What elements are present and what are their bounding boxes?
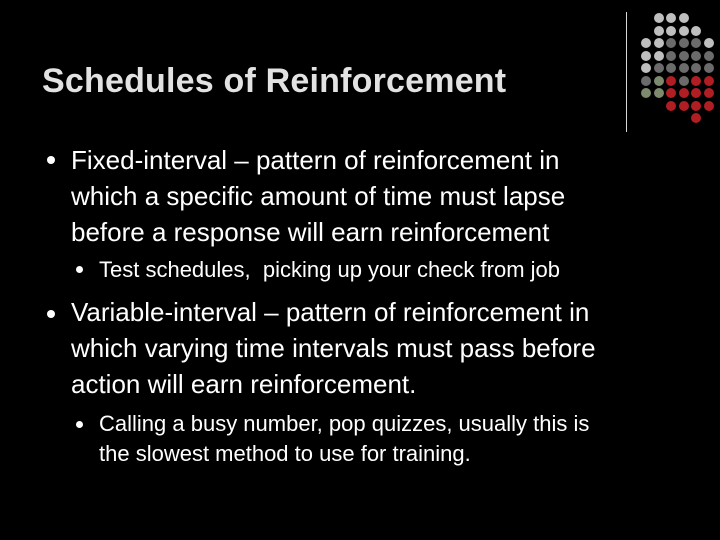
- decorative-dot: [691, 88, 701, 98]
- decorative-dot: [666, 88, 676, 98]
- decorative-dot: [654, 51, 664, 61]
- decorative-dot: [679, 63, 689, 73]
- decorative-dot: [666, 51, 676, 61]
- bullet-text-line: action will earn reinforcement.: [71, 369, 417, 399]
- decorative-dot: [691, 51, 701, 61]
- sub-bullet-dot-icon: [76, 266, 83, 273]
- bullet-text-line: Variable-interval – pattern of reinforcement in: [71, 297, 590, 327]
- decorative-dot: [641, 38, 651, 48]
- bullet-dot-icon: [47, 156, 55, 164]
- decorative-dot: [691, 38, 701, 48]
- bullet-text-line: which varying time intervals must pass before: [71, 333, 596, 363]
- decorative-dot: [679, 38, 689, 48]
- decorative-dot: [704, 88, 714, 98]
- sub-bullet-text-line: Test schedules, picking up your check from job: [99, 257, 561, 282]
- decorative-dot: [654, 13, 664, 23]
- sub-bullet-text-line: Calling a busy number, pop quizzes, usually this is: [99, 411, 590, 436]
- decorative-dot: [679, 13, 689, 23]
- decorative-dot: [704, 101, 714, 111]
- sub-bullet-dot-icon: [76, 421, 83, 428]
- decorative-dot: [679, 101, 689, 111]
- decorative-dot: [704, 76, 714, 86]
- decorative-dot: [666, 76, 676, 86]
- decorative-dot: [641, 88, 651, 98]
- decorative-dot: [654, 63, 664, 73]
- decorative-dot: [679, 26, 689, 36]
- decorative-dot: [679, 88, 689, 98]
- decorative-dot: [704, 38, 714, 48]
- decorative-dot-grid: [640, 12, 720, 122]
- decorative-dot: [679, 76, 689, 86]
- decorative-dot: [654, 38, 664, 48]
- decorative-dot: [691, 113, 701, 123]
- sub-bullet-text-line: the slowest method to use for training.: [99, 441, 471, 466]
- decorative-dot: [704, 63, 714, 73]
- decorative-dot: [654, 26, 664, 36]
- decorative-dot: [666, 38, 676, 48]
- decorative-dot: [641, 51, 651, 61]
- decorative-dot: [704, 51, 714, 61]
- bullet-text-line: before a response will earn reinforcement: [71, 217, 550, 247]
- decorative-dot: [666, 13, 676, 23]
- decorative-dot: [666, 101, 676, 111]
- decorative-dot: [666, 63, 676, 73]
- decorative-dot: [641, 76, 651, 86]
- title-divider-line: [626, 12, 627, 132]
- decorative-dot: [691, 76, 701, 86]
- decorative-dot: [654, 88, 664, 98]
- decorative-dot: [666, 26, 676, 36]
- bullet-dot-icon: [47, 310, 55, 318]
- decorative-dot: [641, 63, 651, 73]
- bullet-text-line: which a specific amount of time must lapse: [71, 181, 566, 211]
- decorative-dot: [691, 101, 701, 111]
- decorative-dot: [691, 63, 701, 73]
- decorative-dot: [679, 51, 689, 61]
- decorative-dot: [654, 76, 664, 86]
- decorative-dot: [691, 26, 701, 36]
- bullet-text-line: Fixed-interval – pattern of reinforcement in: [71, 145, 560, 175]
- slide-title: Schedules of Reinforcement: [42, 62, 507, 100]
